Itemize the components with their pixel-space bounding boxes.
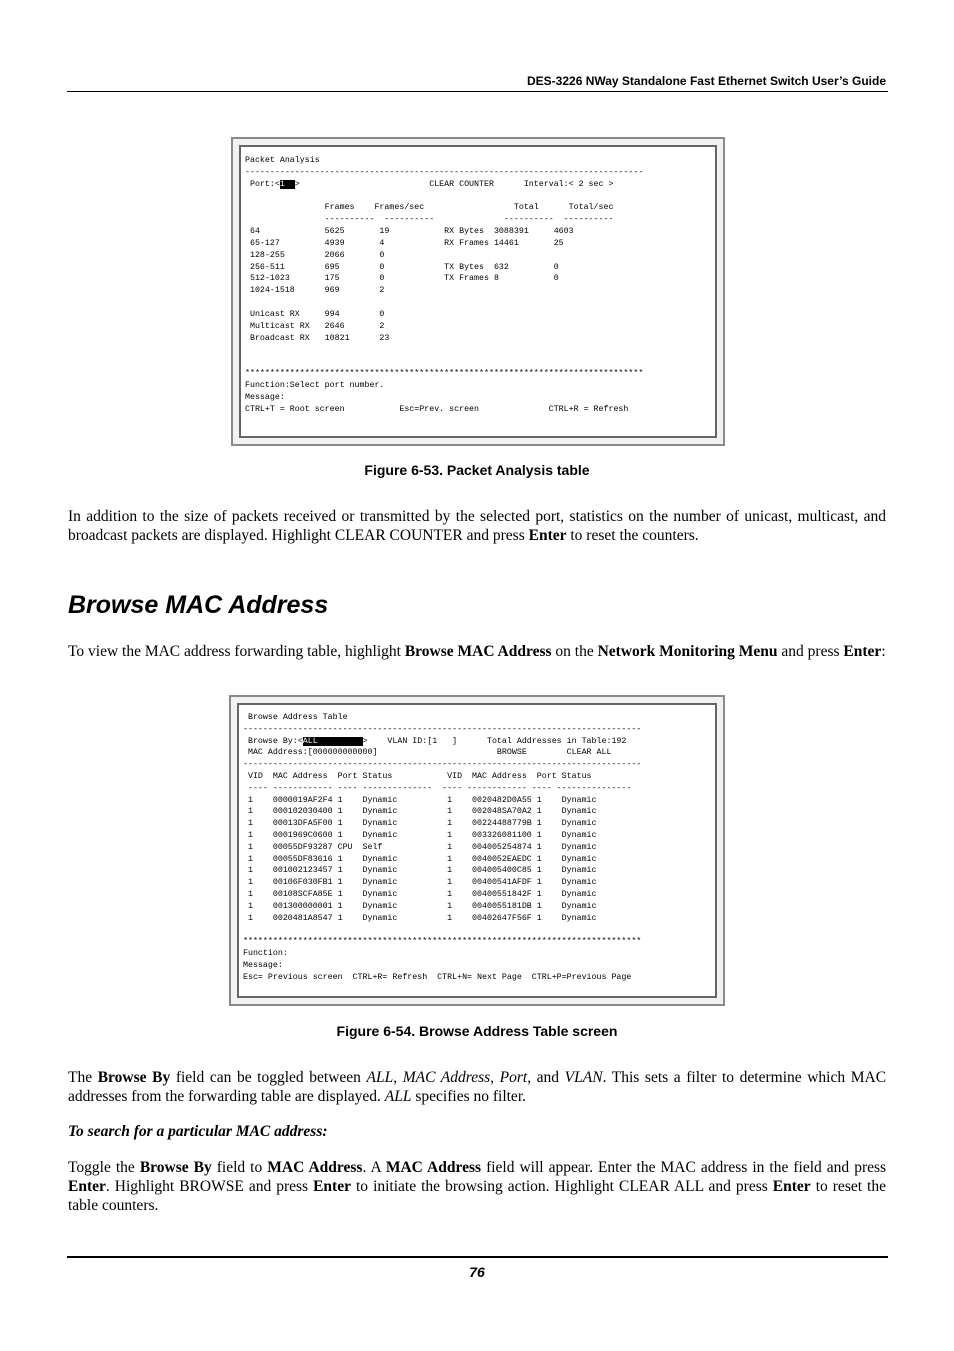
stat-row: 64 5625 19 RX Bytes 3088391 4603 [245, 227, 574, 237]
text: . A [362, 1159, 381, 1176]
text: To view the MAC address forwarding table, highlight [68, 643, 401, 660]
terminal-window [239, 145, 717, 438]
stat-row: 256-511 695 0 TX Bytes 632 0 [245, 262, 559, 272]
stat-row: 512-1023 175 0 TX Frames 8 0 [245, 274, 559, 284]
italic-text: ALL [366, 1069, 394, 1086]
text: to initiate the browsing action. Highlight CLEAR ALL and press [356, 1178, 768, 1195]
terminal-window [237, 703, 717, 998]
table-row: 1 0020481A8547 1 Dynamic 1 00402647F56F 1 Dynamic [243, 913, 597, 923]
mac-address-line: MAC Address:[000000000000] BROWSE CLEAR ALL [243, 748, 612, 758]
text: field will appear. Enter the MAC address in the field and press [486, 1159, 887, 1176]
star-divider: ******************************************************************************** [245, 369, 644, 379]
divider: -------------------------------------------------------------------------------- [243, 760, 642, 770]
text: The [68, 1069, 93, 1086]
function-line: Function:Select port number. [245, 381, 385, 391]
text: , [393, 1069, 398, 1086]
stat-row: Unicast RX 994 0 [245, 309, 385, 319]
screen-title: Packet Analysis [245, 156, 320, 165]
screen-title: Browse Address Table [243, 713, 348, 722]
text: Toggle the [68, 1159, 135, 1176]
bold-text: Browse By [97, 1069, 171, 1086]
text: to reset the table counters. [68, 1178, 886, 1214]
stat-row: Multicast RX 2646 2 [245, 321, 385, 331]
bold-text: Browse MAC Address [404, 643, 552, 660]
table-row: 1 0000019AF2F4 1 Dynamic 1 0020482D0A55 1 Dynamic [243, 795, 597, 805]
italic-text: VLAN [564, 1069, 603, 1086]
paragraph [68, 642, 886, 661]
divider: -------------------------------------------------------------------------------- [245, 167, 644, 177]
table-row: 1 00055DF83616 1 Dynamic 1 0040052EAEDC 1 Dynamic [243, 854, 597, 864]
divider: -------------------------------------------------------------------------------- [243, 724, 642, 734]
browse-by-field[interactable]: ALL [302, 736, 363, 746]
port-line-rest: > CLEAR COUNTER Interval:< 2 sec > [294, 179, 614, 189]
star-divider: ******************************************************************************** [243, 937, 642, 947]
bold-text: Network Monitoring Menu [597, 643, 778, 660]
text: field to [216, 1159, 263, 1176]
paragraph [68, 1158, 886, 1215]
table-row: 1 001002123457 1 Dynamic 1 004005400C85 1 Dynamic [243, 866, 597, 876]
key-help-line: CTRL+T = Root screen Esc=Prev. screen CTRL+R = Refresh [245, 404, 629, 414]
paragraph [68, 1068, 886, 1106]
key-help-line: Esc= Previous screen CTRL+R= Refresh CTRL+N= Next Page CTRL+P=Previous Page [243, 972, 632, 982]
figure-caption: Figure 6-54. Browse Address Table screen [336, 1023, 618, 1039]
column-underline: ---- ------------ ---- -------------- ---- ------------ ---- --------------- [243, 783, 632, 793]
bold-text: Enter [68, 1178, 106, 1195]
table-row: 1 000102030400 1 Dynamic 1 002048SA70A2 1 Dynamic [243, 807, 597, 817]
bold-text: Enter [313, 1178, 351, 1195]
message-line: Message: [243, 960, 283, 970]
footer-rule [67, 1256, 888, 1258]
text: to reset the counters. [570, 527, 699, 544]
table-row: 1 00055DF93287 CPU Self 1 004005254874 1 Dynamic [243, 842, 597, 852]
port-field[interactable]: 1 [279, 179, 295, 189]
browse-address-screenshot [229, 695, 725, 1006]
italic-text: Port [499, 1069, 528, 1086]
bold-text: Browse By [139, 1159, 212, 1176]
paragraph [68, 507, 886, 545]
bold-text: Enter [843, 643, 882, 660]
packet-analysis-screenshot [231, 137, 725, 446]
browse-by-label: Browse By:< [243, 736, 303, 746]
stat-row: 65-127 4939 4 RX Frames 14461 25 [245, 238, 564, 248]
text: , [490, 1069, 495, 1086]
table-row: 1 001300000001 1 Dynamic 1 0040055181DB 1 Dynamic [243, 901, 597, 911]
column-headers: Frames Frames/sec Total Total/sec [245, 203, 614, 213]
text: In addition to the size of packets received or transmitted by the selected port, statistics on the number of unicast, multicast, and broadcast packets are displayed. Highlight CLEAR COUNTER and press [68, 508, 886, 544]
italic-text: MAC Address [402, 1069, 491, 1086]
port-label: Port:< [245, 179, 280, 189]
italic-text: ALL [384, 1088, 412, 1105]
figure-caption: Figure 6-53. Packet Analysis table [364, 462, 590, 478]
terminal-text [243, 712, 641, 983]
text: , and [527, 1069, 560, 1086]
running-header: DES-3226 NWay Standalone Fast Ethernet Switch User’s Guide [527, 74, 886, 88]
section-heading: Browse MAC Address [68, 591, 329, 619]
text: field can be toggled between [175, 1069, 361, 1086]
stat-row: Broadcast RX 10821 23 [245, 333, 390, 343]
table-row: 1 0001969C0600 1 Dynamic 1 003326081100 1 Dynamic [243, 830, 597, 840]
terminal-text [245, 155, 643, 416]
bold-text: Enter [772, 1178, 811, 1195]
browse-line-rest: > VLAN ID:[1 ] Total Addresses in Table:192 [362, 736, 627, 746]
stat-row: 128-255 2066 0 [245, 250, 385, 260]
column-underline: ---------- ---------- ---------- ---------- [245, 215, 614, 225]
bold-text: Enter [528, 527, 567, 544]
message-line: Message: [245, 392, 285, 402]
text: . Highlight BROWSE and press [105, 1178, 309, 1195]
table-row: 1 00108SCFA85E 1 Dynamic 1 00400551842F 1 Dynamic [243, 889, 597, 899]
function-line: Function: [243, 948, 288, 958]
bold-text: MAC Address [385, 1159, 482, 1176]
subheading: To search for a particular MAC address: [68, 1123, 328, 1140]
page-number: 76 [469, 1264, 485, 1280]
stat-row: 1024-1518 969 2 [245, 286, 385, 296]
table-row: 1 00106F030FB1 1 Dynamic 1 00400541AFDF 1 Dynamic [243, 878, 597, 888]
bold-text: MAC Address [267, 1159, 363, 1176]
text: and press [781, 643, 840, 660]
text: specifies no filter. [415, 1088, 526, 1105]
text: : [881, 643, 886, 660]
text: . This sets a filter to determine which MAC addresses from the forwarding table are displayed. [68, 1069, 887, 1105]
table-row: 1 00013DFA5F00 1 Dynamic 1 00224488779B 1 Dynamic [243, 819, 597, 829]
header-rule [67, 91, 888, 92]
text: on the [555, 643, 594, 660]
column-headers: VID MAC Address Port Status VID MAC Address Port Status [243, 771, 592, 781]
